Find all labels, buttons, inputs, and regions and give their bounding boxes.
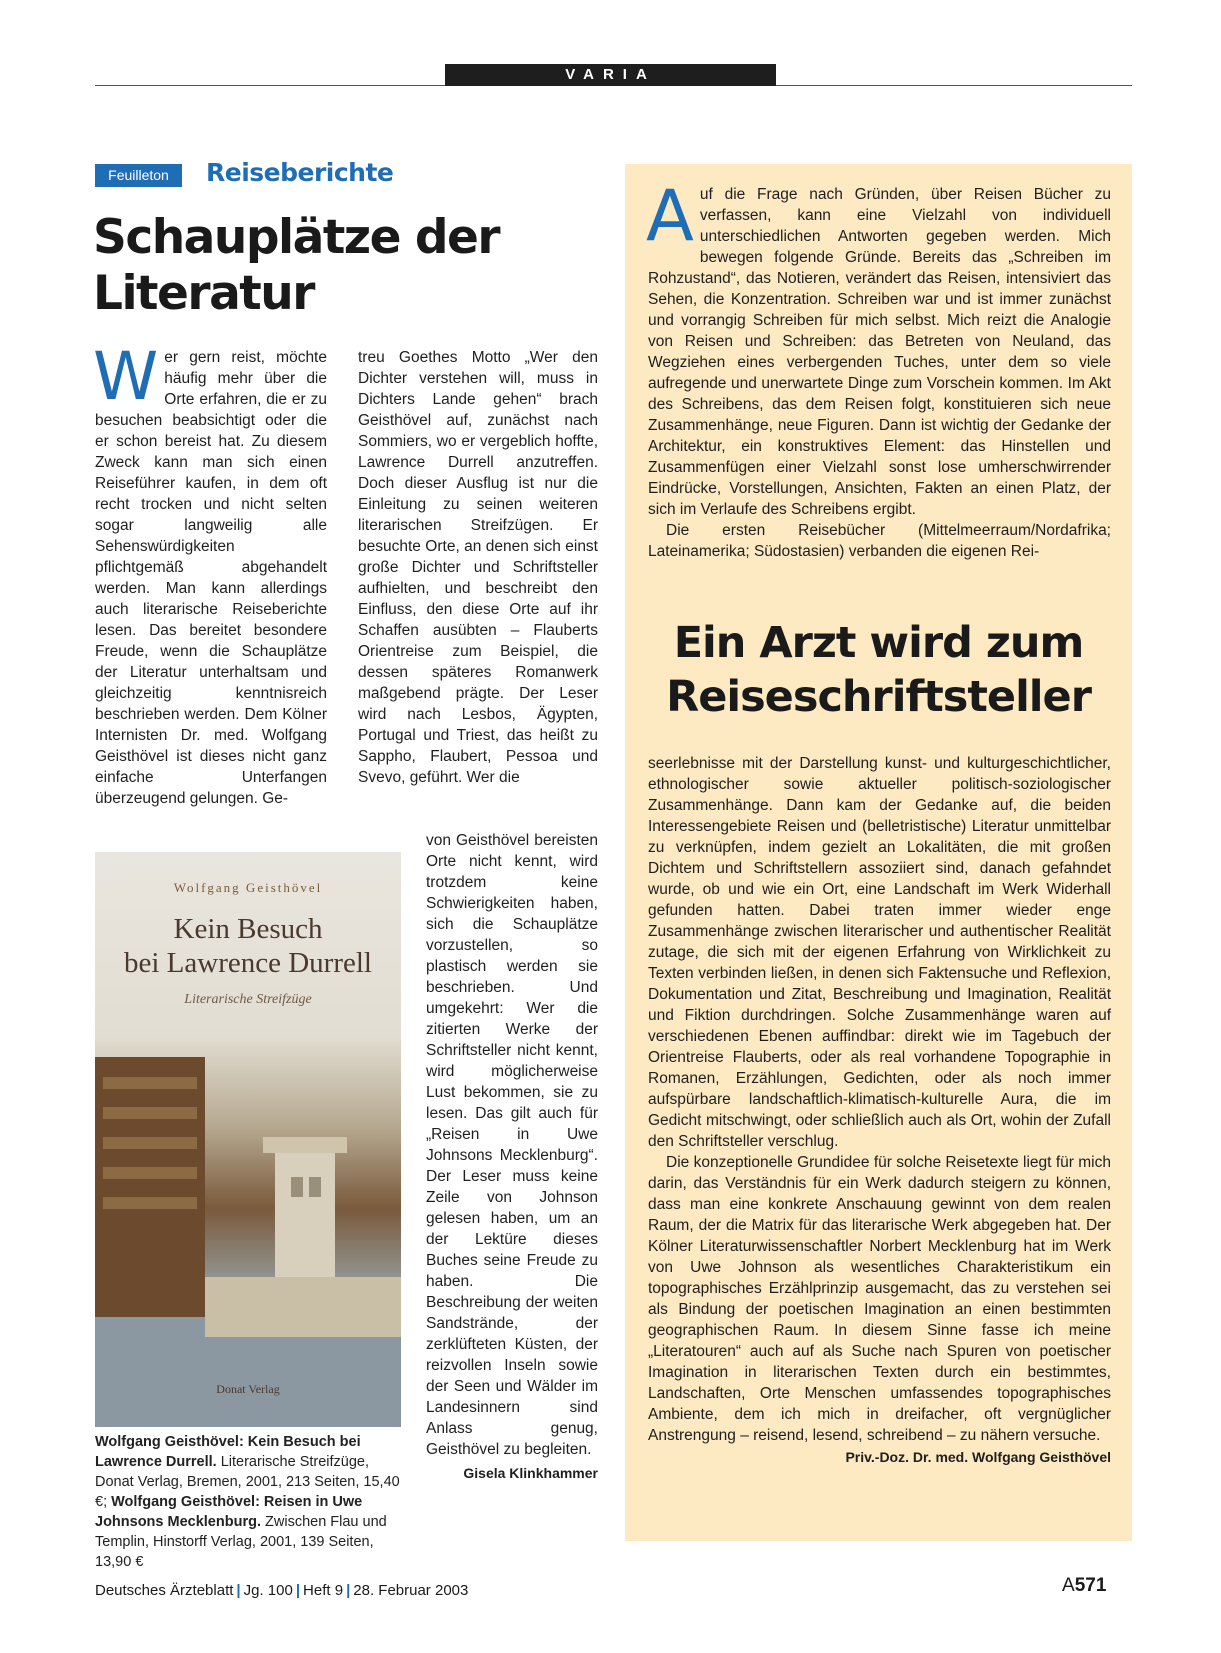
page-prefix: A bbox=[1062, 1575, 1075, 1596]
section-title: Reiseberichte bbox=[206, 158, 394, 187]
book-cover-image bbox=[95, 852, 401, 1427]
caption-book2-details: Zwischen Flau und Templin, Hinstorff Verlag, 2001, 139 Seiten, 13,90 € bbox=[95, 1514, 387, 1570]
dropcap: W bbox=[93, 338, 159, 415]
column-3-text: von Geisthövel bereisten Orte nicht kennt, wird trotzdem keine Schwierigkeiten haben, sich die Schauplätze vorzustellen, so plastisch werden sie beschrieben. Und umgekehrt: Wer die zitierten Werke der Schriftsteller nicht kennt, wird möglicherweise Lust bekommen, sie zu lesen. Das gilt auch für „Reisen in Uwe Johnsons Mecklenburg“. Der Leser muss keine Zeile von Johnson gelesen haben, um an der Lektüre dieses Buches seine Freude zu haben. Die Beschreibung der weiten Sandstrände, der zerklüfteten Küsten, der reizvollen Inseln sowie der Seen und Wälder im Landesinnern sind Anlass genug, Geisthövel zu begleiten. bbox=[426, 832, 598, 1458]
sidebar-text-bottom bbox=[648, 753, 1111, 1468]
sidebar-dropcap: A bbox=[646, 175, 694, 257]
sidebar-author: Priv.-Doz. Dr. med. Wolfgang Geisthövel bbox=[845, 1449, 1111, 1465]
column-1-text: er gern reist, möchte häufig mehr über die Orte erfahren, die er zu besuchen beabsichtigt oder die er schon bereist hat. Zu diesem Zweck kann man sich einen Reiseführer kaufen, in dem oft recht trocken und nicht selten sogar langweilig alle Sehenswürdigkeiten pflichtgemäß abgehandelt werden. Man kann allerdings auch literarische Reiseberichte lesen. Das bereitet besondere Freude, wenn die Schauplätze der Literatur unterhaltsam und gleichzeitig kenntnisreich beschrieben werden. Dem Kölner Internisten Dr. med. Wolfgang Geisthövel ist dieses nicht ganz einfache Unterfangen überzeugend gelungen. Ge- bbox=[95, 349, 327, 807]
caption-book2-title: Wolfgang Geisthövel: Reisen in Uwe Johnsons Mecklenburg. bbox=[95, 1494, 363, 1530]
cover-publisher: Donat Verlag bbox=[216, 1382, 280, 1396]
sidebar-title-line-2: Reiseschriftsteller bbox=[666, 672, 1091, 722]
sidebar-title bbox=[625, 616, 1132, 724]
page-number bbox=[1062, 1575, 1106, 1597]
cover-title bbox=[95, 912, 401, 980]
footer-citation: Deutsches Ärzteblatt | Jg. 100 | Heft 9 | 28. Februar 2003 bbox=[95, 1582, 469, 1599]
sidebar-text-top-p1: uf die Frage nach Gründen, über Reisen Bücher zu verfassen, kann eine Vielzahl von individuell unterschiedlichen Antworten gegeben werden. Mich bewegen folgende Gründe. Bereits das „Schreiben im Rohzustand“, das Notieren, verändert das Reisen, intensiviert das Sehen, die Konzentration. Schreiben war und ist immer zunächst und vorrangig Schreiben für mich selbst. Mich reizt die Analogie von Reisen und Schreiben: das Betreten von Neuland, das Wegziehen eines verbergenden Tuches, unter dem so viele aufregende und unerwartete Dinge zum Vorschein kommen. Im Akt des Schreibens, das dem Reisen folgt, konstituieren sich neue Zusammenhänge, neue Figuren. Dann ist wichtig der Gedanke der Architektur, ein konstruktives Element: das Hinstellen und Zusammenfügen einer Vielzahl sonst lose umherschwirrender Eindrücke, Vorstellungen, Ansichten, Fakten an einen Platz, der sich im Verlaufe des Schreibens ergibt. bbox=[648, 186, 1111, 518]
section-label-bar: VARIA bbox=[445, 64, 776, 86]
sidebar-title-line-1: Ein Arzt wird zum bbox=[673, 618, 1084, 668]
cover-title-line-2: bei Lawrence Durrell bbox=[124, 947, 372, 979]
sidebar-text-bottom-p2: Die konzeptionelle Grundidee für solche Reisetexte liegt für mich darin, das Verständnis für ein Werk dadurch steigern zu können, dass man eine konkrete Anschauung gewinnt von dem realen Raum, der die Matrix für das literarische Werk abgegeben hat. Der Kölner Literaturwissenschaftler Norbert Mecklenburg hat im Werk von Uwe Johnson als wesentliches Charakteristikum ein topographisches Erzählprinzip ausgemacht, das zu verstehen sei als Bindung der poetischen Imagination an einen bestimmten geographischen Raum. In diesem Sinne fasse ich meine „Literatouren“ auch auf als Suche nach Spuren von poetischer Imagination in literarischen Texten durch ein bestimmtes, Landschaften, Orte Menschen umfassendes topographisches Ambiente, dem ich mich in dreifacher, oft vergnüglicher Anstrengung – reisend, lesend, schreibend – zu nähern versuche. bbox=[648, 1154, 1111, 1444]
cover-title-line-1: Kein Besuch bbox=[173, 913, 323, 945]
caption-book1-title: Wolfgang Geisthövel: Kein Besuch bei Lawrence Durrell. bbox=[95, 1434, 361, 1470]
footer-journal: Deutsches Ärzteblatt bbox=[95, 1582, 234, 1599]
book-caption bbox=[95, 1432, 403, 1572]
footer-issue: Heft 9 bbox=[303, 1582, 344, 1599]
sidebar-text-top-p2: Die ersten Reisebücher (Mittelmeerraum/Nordafrika; Lateinamerika; Südostasien) verbanden die eigenen Rei- bbox=[648, 522, 1111, 560]
sidebar-text-top bbox=[646, 175, 1111, 562]
sidebar-text-bottom-p1: seerlebnisse mit der Darstellung kunst- und kulturgeschichtlicher, ethnologischer sowie aktueller politisch-soziologischer Zusammenhänge. Dann kam der Gedanke auf, die beiden Interessengebiete Reisen und (belletristische) Literatur unmittelbar zu verknüpfen, indem gezielt an Lokalitäten, die mit großen Dichtem und Schriftstellern assoziiert sind, danach gefahndet wurde, ob und wie ein Ort, eine Landschaft im Werk Widerhall gefunden hatten. Dabei traten immer wieder enge Zusammenhänge zwischen literarischer und authentischer Realität zutage, die sich mit der eigenen Erfahrung von Wirklichkeit zu Texten verbinden ließen, in denen sich Faktensuche und Reflexion, Dokumentation und Zitat, Beschreibung und Imagination, Realität und Fiktion durchdringen. Solche Zusammenhänge waren auf verschiedenen Ebenen auffindbar: direkt wie im Tagebuch der Orientreise Flauberts, oder als real vorhandene Topographie in Romanen, Erzählungen, Gedichten, oder als noch immer aufspürbare landschaftlich-klimatisch-kulturelle Aura, die im Gedicht mitschwingt, oder schließlich auch als Ort, wohin der Zufall den Schriftsteller verschlug. bbox=[648, 755, 1111, 1150]
page-number-value: 571 bbox=[1074, 1575, 1107, 1596]
article-column-1 bbox=[93, 338, 327, 809]
cover-subtitle: Literarische Streifzüge bbox=[184, 992, 312, 1007]
footer-date: 28. Februar 2003 bbox=[353, 1582, 469, 1599]
footer-volume: Jg. 100 bbox=[243, 1582, 293, 1599]
article-title: Schauplätze der Literatur bbox=[93, 210, 500, 321]
article-column-3 bbox=[426, 830, 598, 1484]
article-author: Gisela Klinkhammer bbox=[463, 1465, 598, 1481]
article-column-2 bbox=[358, 347, 598, 788]
caption-book1-details: Literarische Streifzüge, Donat Verlag, Bremen, 2001, 213 Seiten, 15,40 €; bbox=[95, 1454, 400, 1510]
column-2-text: treu Goethes Motto „Wer den Dichter verstehen will, muss in Dichters Lande gehen“ brach Geisthövel auf, zunächst nach Sommiers, wo er vergeblich hoffte, Lawrence Durrell anzutreffen. Doch dieser Ausflug ist nur die Einleitung zu seinen weiteren literarischen Streifzügen. Er besuchte Orte, an denen sich einst große Dichter und Schriftsteller aufhielten, und beschreibt den Einfluss, den diese Orte auf ihr Schaffen ausübten – Flauberts Orientreise zum Beispiel, die dessen späteres Romanwerk maßgebend prägte. Der Leser wird nach Lesbos, Ägypten, Portugal und Triest, das heißt zu Sappho, Flaubert, Pessoa und Svevo, geführt. Wer die bbox=[358, 349, 598, 786]
library-tower-illustration bbox=[95, 1027, 401, 1427]
cover-author: Wolfgang Geisthövel bbox=[173, 880, 323, 895]
category-tag: Feuilleton bbox=[95, 164, 182, 187]
